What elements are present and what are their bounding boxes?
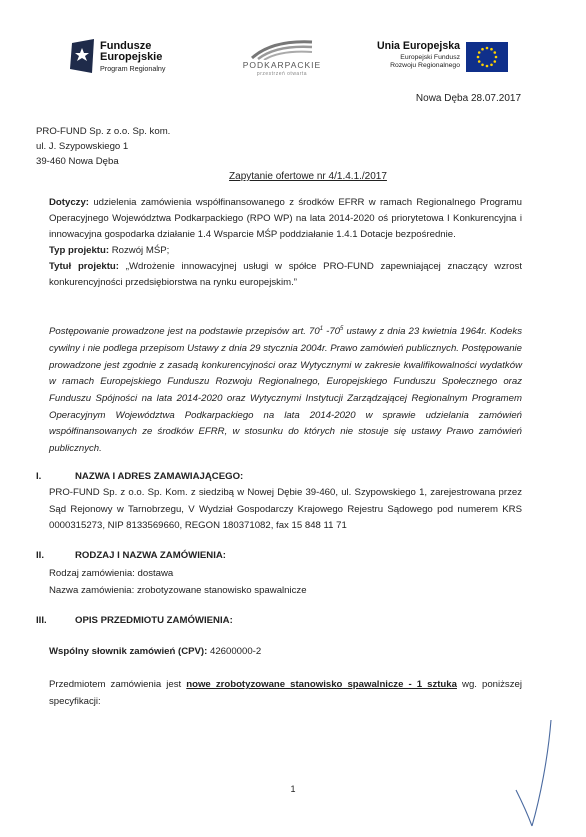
cpv-value: 42600000-2 [209, 646, 262, 657]
fe-logo [70, 37, 190, 79]
section1-text: PRO-FUND Sp. z o.o. Sp. Kom. z siedzibą w Nowej Dębie 39-460, ul. Szypowskiego 1, zarejestrowana przez Sąd Rejonowy w Tarnobrzegu, V Wydział Gospodarczy Krajowego Rejestru Sądowego pod numerem KRS 0000315273, NIP 8133569660, REGON 180371082, fax 15 848 11 71 [49, 487, 522, 531]
intro-block [49, 195, 522, 291]
typ-text: Rozwój MŚP; [111, 245, 170, 256]
sender-line3: 39-460 Nowa Dęba [36, 156, 119, 167]
podkarpackie-logo [228, 38, 336, 80]
sender-block [36, 124, 170, 169]
legal-sup1: 1 [319, 326, 324, 332]
subject-bold: nowe zrobotyzowane stanowisko spawalnicze - 1 sztuka [186, 679, 457, 690]
ue-logo [370, 40, 510, 80]
fe-line2: Europejskie [100, 51, 163, 63]
cpv-label: Wspólny słownik zamówień (CPV): [49, 646, 208, 657]
fe-star-icon [70, 39, 96, 73]
subject-post: wg. poniższej specyfikacji: [49, 679, 522, 707]
typ-paragraph [49, 243, 522, 259]
page-title: Zapytanie ofertowe nr 4/1.4.1./2017 [229, 171, 387, 182]
podkarpackie-wave-icon [250, 38, 314, 60]
fe-line3: Program Regionalny [100, 64, 166, 73]
legal-paragraph [49, 321, 522, 458]
section2-line2: Nazwa zamówienia: zrobotyzowane stanowisko spawalnicze [49, 585, 307, 596]
section3-heading: OPIS PRZEDMIOTU ZAMÓWIENIA: [75, 615, 233, 626]
legal-sup2: 5 [340, 326, 344, 332]
ue-line1: Europejski Fundusz [400, 54, 460, 61]
section2-line1: Rodzaj zamówienia: dostawa [49, 568, 174, 579]
section2-heading: RODZAJ I NAZWA ZAMÓWIENIA: [75, 550, 226, 561]
signature-mark [510, 718, 560, 830]
subject-paragraph [49, 677, 522, 710]
ue-title: Unia Europejska [376, 40, 460, 52]
dotyczy-paragraph [49, 195, 522, 243]
eu-flag-icon [466, 42, 508, 72]
dotyczy-text: udzielenia zamówienia współfinansowanego z środków EFRR w ramach Regionalnego Programu Operacyjnego Województwa Podkarpackiego (RPO WP) na lata 2014-2020 oś priorytetowa I Konkurencyjna i innowacyjna gospodarka działanie 1.4 Wsparcie MŚP poddziałanie 1.4.1 Dotacje bezpośrednie. [49, 197, 523, 240]
sender-line2: ul. J. Szypowskiego 1 [36, 141, 129, 152]
tytul-text: „Wdrożenie innowacyjnej usługi w spółce PRO-FUND zapewniającej znaczący wzrost konkurencyjności przedsiębiorstwa na rynku europejskim.” [49, 261, 522, 288]
typ-label: Typ projektu: [49, 245, 110, 256]
tytul-paragraph [49, 259, 522, 291]
legal-part1: Postępowanie prowadzone jest na podstawie przepisów art. 70 [49, 326, 320, 338]
legal-part3: ustawy z dnia 23 kwietnia 1964r. Kodeks cywilny i nie podlega przepisom Ustawy z dnia 29 stycznia 2004r. Prawo zamówień publicznych. Postępowanie prowadzone jest zgodnie z zasadą konkurencyjności oraz Wytycznymi w zakresie kwalifikowalności wydatków w ramach Europejskiego Funduszu Rozwoju Regionalnego, Europejskiego Funduszu Społecznego oraz Funduszu Spójności na lata 2014-2020 oraz Wytycznymi Instytucji Zarządzającej Regionalnym Programem Operacyjnym Województwa Podkarpackiego na lata 2014-2020 w sprawie udzielania zamówień współfinansowanych ze środków EFRR, w stosunku do których nie stosuje się ustawy Prawo zamówień publicznych. [49, 326, 522, 455]
sender-line1: PRO-FUND Sp. z o.o. Sp. kom. [36, 126, 171, 137]
podkarpackie-name: PODKARPACKIE [242, 60, 322, 70]
dotyczy-label: Dotyczy: [49, 197, 89, 208]
ue-line2: Rozwoju Regionalnego [390, 62, 460, 69]
section3-number: III. [36, 615, 47, 626]
tytul-label: Tytuł projektu: [49, 261, 119, 272]
section1-heading: NAZWA I ADRES ZAMAWIAJĄCEGO: [75, 471, 244, 482]
podkarpackie-tagline: przestrzeń otwarta [256, 71, 308, 77]
legal-part2: -70 [323, 326, 341, 338]
place-date: Nowa Dęba 28.07.2017 [415, 93, 521, 104]
section2-number: II. [36, 550, 44, 561]
cpv-line [49, 646, 261, 657]
section1-number: I. [36, 471, 42, 482]
page-number: 1 [290, 784, 296, 794]
subject-pre: Przedmiotem zamówienia jest [49, 679, 187, 690]
fe-line1: Fundusze [100, 40, 152, 52]
